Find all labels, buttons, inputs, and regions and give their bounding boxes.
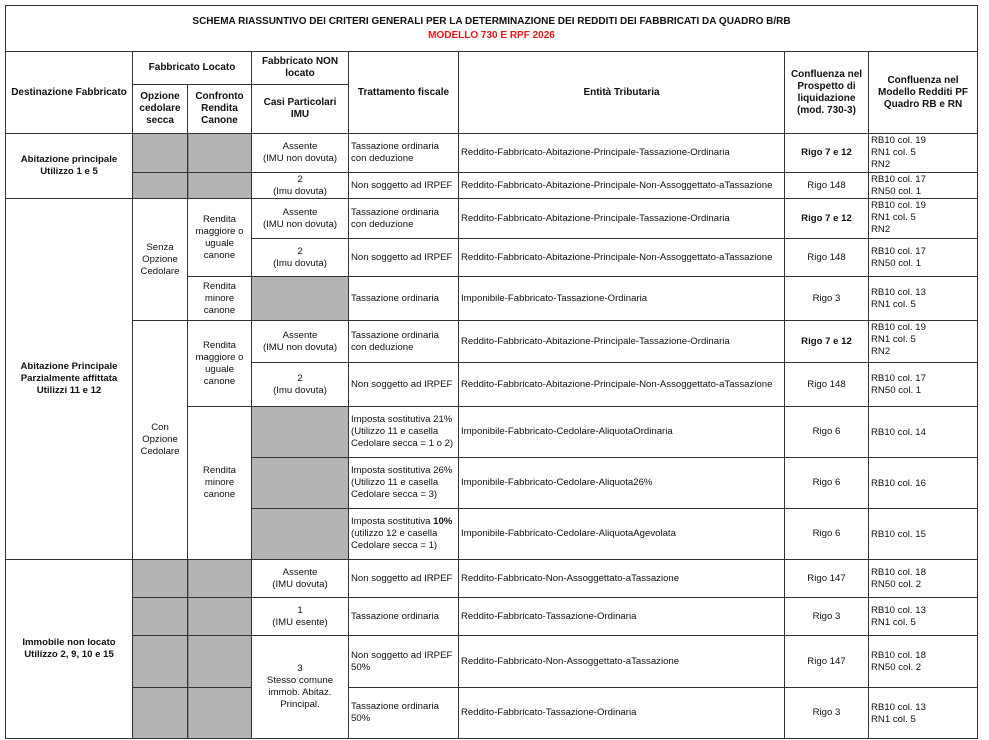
table-row (6, 321, 978, 363)
entita-cell: Reddito-Fabbricato-Abitazione-Principale-Non-Assoggettato-aTassazione (459, 239, 785, 277)
rb-cell: RB10 col. 13 RN1 col. 5 (869, 688, 978, 739)
casi-cell: Assente (IMU non dovuta) (252, 199, 349, 239)
destinazione-cell: Abitazione principale Utilizzo 1 e 5 (6, 134, 133, 199)
casi-cell: 2 (Imu dovuta) (252, 239, 349, 277)
destinazione-cell: Immobile non locato Utilizzo 2, 9, 10 e 15 (6, 560, 133, 739)
header-confronto: Confronto Rendita Canone (188, 85, 252, 134)
rigo-cell: Rigo 7 e 12 (785, 199, 869, 239)
trattamento-cell: Imposta sostitutiva 26% (Utilizzo 11 e casella Cedolare secca = 3) (349, 458, 459, 509)
trattamento-cell: Tassazione ordinaria (349, 598, 459, 636)
rigo-cell: Rigo 147 (785, 560, 869, 598)
trattamento-cell: Tassazione ordinaria (349, 277, 459, 321)
rigo-cell: Rigo 6 (785, 458, 869, 509)
entita-cell: Reddito-Fabbricato-Abitazione-Principale-Tassazione-Ordinaria (459, 199, 785, 239)
entita-cell: Imponibile-Fabbricato-Tassazione-Ordinaria (459, 277, 785, 321)
rigo-cell: Rigo 3 (785, 688, 869, 739)
entita-cell: Reddito-Fabbricato-Non-Assoggettato-aTassazione (459, 560, 785, 598)
rigo-cell: Rigo 3 (785, 598, 869, 636)
hatched-cell (188, 636, 252, 688)
rb-cell: RB10 col. 19 RN1 col. 5 RN2 (869, 134, 978, 173)
casi-cell: 2 (Imu dovuta) (252, 173, 349, 199)
header-entita: Entità Tributaria (459, 52, 785, 134)
trattamento-cell: Non soggetto ad IRPEF (349, 560, 459, 598)
summary-table (5, 5, 978, 739)
header-fabbricato-locato: Fabbricato Locato (133, 52, 252, 85)
trattamento-cell: Imposta sostitutiva 21% (Utilizzo 11 e casella Cedolare secca = 1 o 2) (349, 407, 459, 458)
header-opzione-cedolare: Opzione cedolare secca (133, 85, 188, 134)
casi-cell: Assente (IMU non dovuta) (252, 134, 349, 173)
casi-cell: Assente (IMU dovuta) (252, 560, 349, 598)
casi-cell: 1 (IMU esente) (252, 598, 349, 636)
rb-cell: RB10 col. 19 RN1 col. 5 RN2 (869, 321, 978, 363)
trattamento-note: (utilizzo 12 e casella Cedolare secca = 1) (351, 528, 438, 551)
confronto-cell: Rendita maggiore o uguale canone (188, 199, 252, 277)
rb-cell: RB10 col. 16 (869, 458, 978, 509)
confronto-cell: Rendita minore canone (188, 277, 252, 321)
hatched-cell (252, 509, 349, 560)
entita-cell: Reddito-Fabbricato-Abitazione-Principale-Non-Assoggettato-aTassazione (459, 363, 785, 407)
hatched-cell (133, 560, 188, 598)
header-destinazione: Destinazione Fabbricato (6, 52, 133, 134)
hatched-cell (188, 173, 252, 199)
hatched-cell (188, 560, 252, 598)
entita-cell: Reddito-Fabbricato-Abitazione-Principale-Non-Assoggettato-aTassazione (459, 173, 785, 199)
table-row (6, 688, 978, 739)
rigo-cell: Rigo 7 e 12 (785, 134, 869, 173)
rb-cell: RB10 col. 13 RN1 col. 5 (869, 277, 978, 321)
rigo-cell: Rigo 6 (785, 509, 869, 560)
entita-cell: Reddito-Fabbricato-Abitazione-Principale-Tassazione-Ordinaria (459, 321, 785, 363)
trattamento-cell: Non soggetto ad IRPEF (349, 239, 459, 277)
hatched-cell (133, 598, 188, 636)
hatched-cell (188, 688, 252, 739)
opzione-cell: Con Opzione Cedolare (133, 321, 188, 560)
trattamento-text: Imposta sostitutiva (351, 516, 434, 527)
hatched-cell (252, 458, 349, 509)
rb-cell: RB10 col. 13 RN1 col. 5 (869, 598, 978, 636)
entita-cell: Reddito-Fabbricato-Abitazione-Principale-Tassazione-Ordinaria (459, 134, 785, 173)
trattamento-cell (349, 509, 459, 560)
casi-cell: 3 Stesso comune immob. Abitaz. Principal. (252, 636, 349, 739)
hatched-cell (133, 134, 188, 173)
entita-cell: Imponibile-Fabbricato-Cedolare-Aliquota26% (459, 458, 785, 509)
casi-cell: 2 (Imu dovuta) (252, 363, 349, 407)
trattamento-cell: Tassazione ordinaria con deduzione (349, 321, 459, 363)
rb-cell: RB10 col. 18 RN50 col. 2 (869, 636, 978, 688)
rigo-cell: Rigo 148 (785, 363, 869, 407)
rb-cell: RB10 col. 14 (869, 407, 978, 458)
hatched-cell (252, 407, 349, 458)
table-title-cell (6, 6, 978, 52)
opzione-cell: Senza Opzione Cedolare (133, 199, 188, 321)
confronto-cell: Rendita minore canone (188, 407, 252, 560)
entita-cell: Imponibile-Fabbricato-Cedolare-AliquotaAgevolata (459, 509, 785, 560)
rb-cell: RB10 col. 17 RN50 col. 1 (869, 173, 978, 199)
table-row (6, 173, 978, 199)
table-row (6, 134, 978, 173)
destinazione-cell: Abitazione Principale Parzialmente affittata Utilizzi 11 e 12 (6, 199, 133, 560)
header-casi-imu: Casi Particolari IMU (252, 85, 349, 134)
hatched-cell (133, 173, 188, 199)
summary-table-container (5, 5, 978, 739)
entita-cell: Reddito-Fabbricato-Tassazione-Ordinaria (459, 598, 785, 636)
header-confluenza-pf: Confluenza nel Modello Redditi PF Quadro RB e RN (869, 52, 978, 134)
trattamento-cell: Tassazione ordinaria con deduzione (349, 199, 459, 239)
header-fabbricato-non-locato: Fabbricato NON locato (252, 52, 349, 85)
table-row (6, 598, 978, 636)
rigo-cell: Rigo 148 (785, 239, 869, 277)
trattamento-cell: Non soggetto ad IRPEF (349, 363, 459, 407)
rb-cell: RB10 col. 15 (869, 509, 978, 560)
rb-cell: RB10 col. 19 RN1 col. 5 RN2 (869, 199, 978, 239)
rb-cell: RB10 col. 18 RN50 col. 2 (869, 560, 978, 598)
entita-cell: Reddito-Fabbricato-Non-Assoggettato-aTassazione (459, 636, 785, 688)
trattamento-cell: Non soggetto ad IRPEF (349, 173, 459, 199)
table-row (6, 636, 978, 688)
rigo-cell: Rigo 147 (785, 636, 869, 688)
rigo-cell: Rigo 148 (785, 173, 869, 199)
confronto-cell: Rendita maggiore o uguale canone (188, 321, 252, 407)
entita-cell: Imponibile-Fabbricato-Cedolare-AliquotaOrdinaria (459, 407, 785, 458)
rigo-cell: Rigo 7 e 12 (785, 321, 869, 363)
trattamento-cell: Non soggetto ad IRPEF 50% (349, 636, 459, 688)
document-title: SCHEMA RIASSUNTIVO DEI CRITERI GENERALI PER LA DETERMINAZIONE DEI REDDITI DEI FABBRICATI DA QUADRO B/RB (192, 15, 791, 27)
rb-cell: RB10 col. 17 RN50 col. 1 (869, 239, 978, 277)
trattamento-cell: Tassazione ordinaria con deduzione (349, 134, 459, 173)
hatched-cell (252, 277, 349, 321)
trattamento-rate: 10% (433, 516, 453, 527)
rb-cell: RB10 col. 17 RN50 col. 1 (869, 363, 978, 407)
hatched-cell (133, 688, 188, 739)
table-row (6, 560, 978, 598)
hatched-cell (188, 598, 252, 636)
document-subtitle: MODELLO 730 E RPF 2026 (428, 29, 555, 41)
header-trattamento: Trattamento fiscale (349, 52, 459, 134)
header-confluenza-730: Confluenza nel Prospetto di liquidazione (mod. 730-3) (785, 52, 869, 134)
entita-cell: Reddito-Fabbricato-Tassazione-Ordinaria (459, 688, 785, 739)
table-row (6, 199, 978, 239)
hatched-cell (188, 134, 252, 173)
casi-cell: Assente (IMU non dovuta) (252, 321, 349, 363)
hatched-cell (133, 636, 188, 688)
rigo-cell: Rigo 3 (785, 277, 869, 321)
rigo-cell: Rigo 6 (785, 407, 869, 458)
trattamento-cell: Tassazione ordinaria 50% (349, 688, 459, 739)
